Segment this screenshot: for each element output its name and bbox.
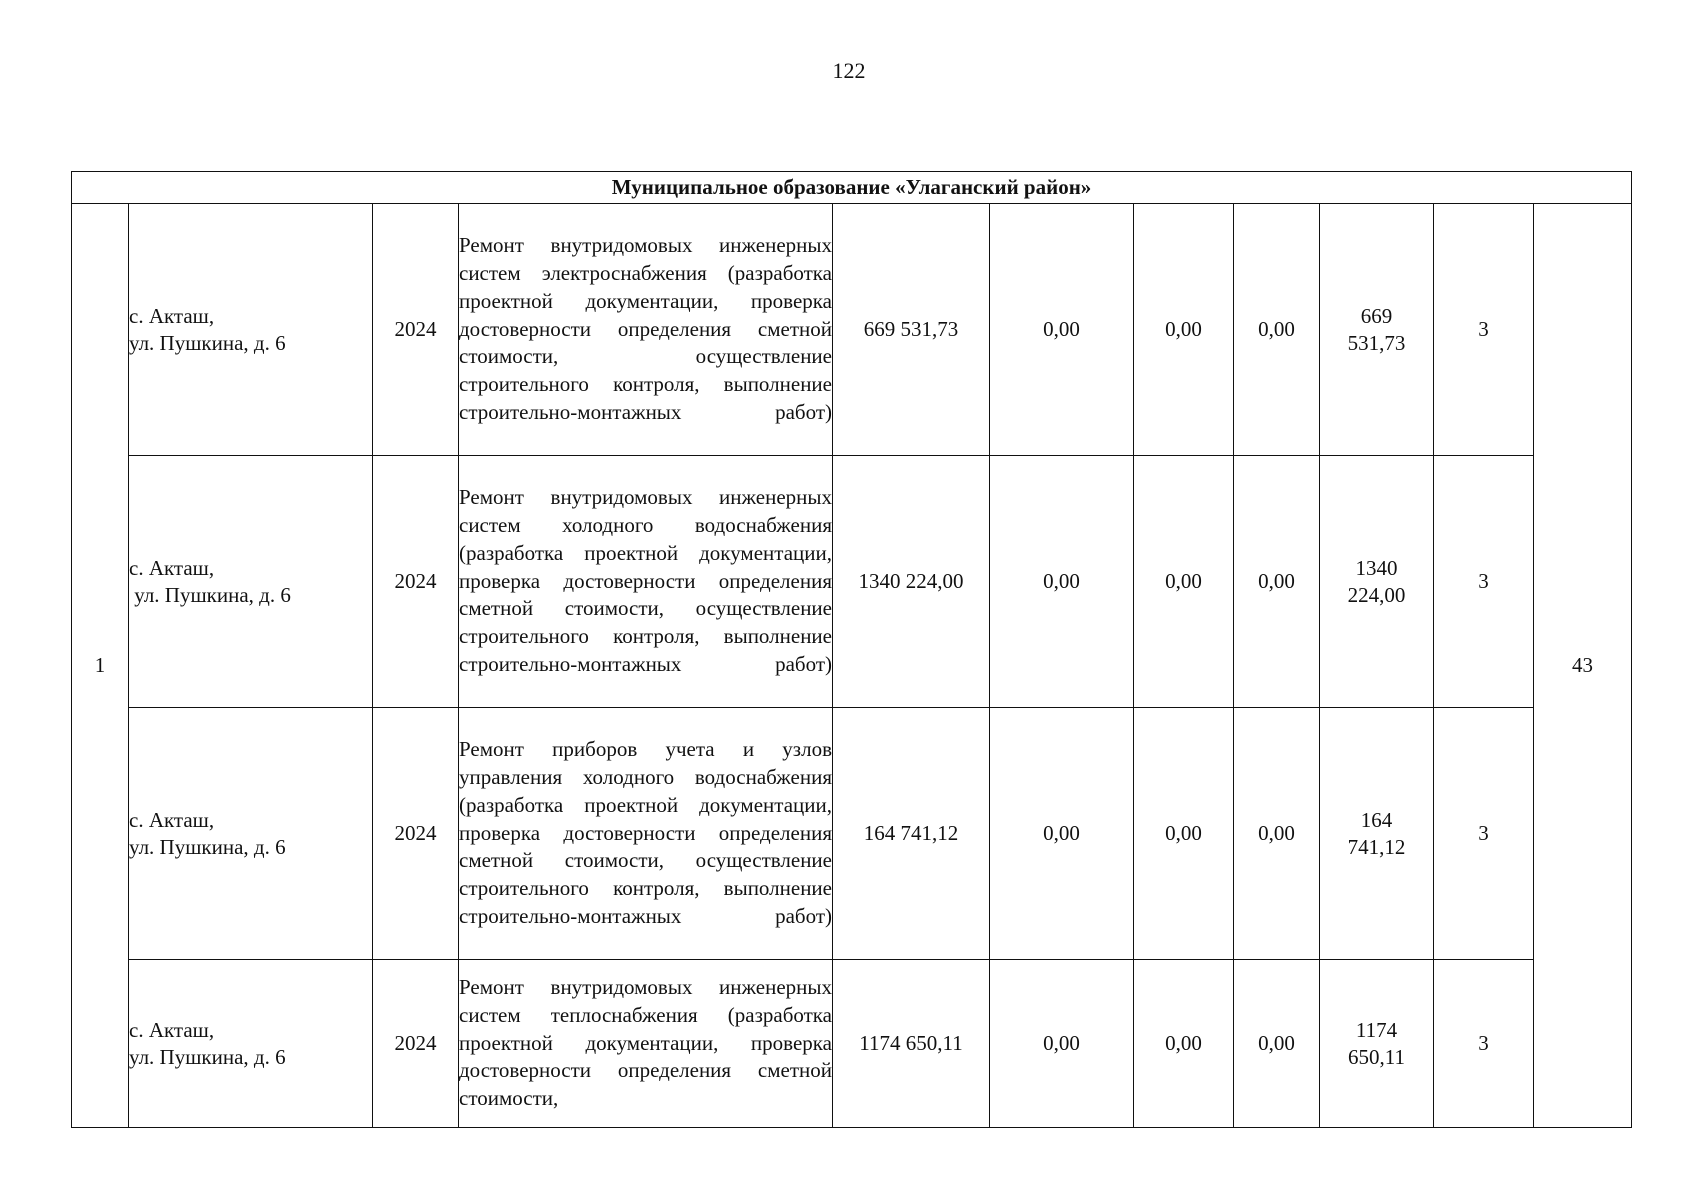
value-cell-c: 0,00 — [1234, 708, 1320, 960]
fund-cost-line2: 650,11 — [1348, 1044, 1405, 1069]
code-cell: 3 — [1434, 456, 1534, 708]
fund-cost-line1: 669 — [1360, 303, 1393, 328]
value-cell-b: 0,00 — [1134, 708, 1234, 960]
group-number-cell: 1 — [72, 204, 129, 1128]
value-cell-b: 0,00 — [1134, 204, 1234, 456]
value-cell-b: 0,00 — [1134, 456, 1234, 708]
address-line2: ул. Пушкина, д. 6 — [129, 834, 286, 859]
fund-cost-cell — [1320, 204, 1434, 456]
value-cell-c: 0,00 — [1234, 204, 1320, 456]
work-description-cell: Ремонт внутридомовых инженерных систем электроснабжения (разработка проектной документации, проверка достоверности определения сметной стоимости, осуществление строительного контроля, выполнение строительно-монтажных работ) — [459, 204, 833, 456]
year-cell: 2024 — [373, 456, 459, 708]
value-cell-a: 0,00 — [990, 204, 1134, 456]
work-description-cell: Ремонт приборов учета и узлов управления холодного водоснабжения (разработка проектной документации, проверка достоверности определения сметной стоимости, осуществление строительного контроля, выполнение строительно-монтажных работ) — [459, 708, 833, 960]
value-cell-a: 0,00 — [990, 708, 1134, 960]
value-cell-a: 0,00 — [990, 960, 1134, 1128]
section-title: Муниципальное образование «Улаганский район» — [72, 172, 1632, 204]
year-cell: 2024 — [373, 708, 459, 960]
table-row — [72, 204, 1632, 456]
address-cell — [129, 708, 373, 960]
table-row — [72, 708, 1632, 960]
code-cell: 3 — [1434, 204, 1534, 456]
year-cell: 2024 — [373, 960, 459, 1128]
value-cell-a: 0,00 — [990, 456, 1134, 708]
value-cell-c: 0,00 — [1234, 456, 1320, 708]
table-row — [72, 456, 1632, 708]
address-line1: с. Акташ, — [129, 555, 215, 580]
capital-repair-table — [71, 171, 1632, 1128]
fund-cost-line1: 1340 — [1355, 555, 1398, 580]
total-cost-cell: 164 741,12 — [833, 708, 990, 960]
address-line1: с. Акташ, — [129, 807, 215, 832]
fund-cost-line2: 224,00 — [1347, 582, 1406, 607]
group-total-cell: 43 — [1534, 204, 1632, 1128]
table-row — [72, 960, 1632, 1128]
fund-cost-cell — [1320, 456, 1434, 708]
work-description-cell: Ремонт внутридомовых инженерных систем теплоснабжения (разработка проектной документации, проверка достоверности определения сметной стоимости, — [459, 960, 833, 1128]
fund-cost-line1: 164 — [1360, 807, 1393, 832]
code-cell: 3 — [1434, 708, 1534, 960]
address-line2: ул. Пушкина, д. 6 — [129, 582, 291, 607]
code-cell: 3 — [1434, 960, 1534, 1128]
address-cell — [129, 456, 373, 708]
value-cell-c: 0,00 — [1234, 960, 1320, 1128]
value-cell-b: 0,00 — [1134, 960, 1234, 1128]
address-line1: с. Акташ, — [129, 1017, 215, 1042]
page-number: 122 — [832, 58, 866, 83]
total-cost-cell: 669 531,73 — [833, 204, 990, 456]
address-line2: ул. Пушкина, д. 6 — [129, 330, 286, 355]
fund-cost-cell — [1320, 708, 1434, 960]
address-cell — [129, 204, 373, 456]
work-description-cell: Ремонт внутридомовых инженерных систем холодного водоснабжения (разработка проектной документации, проверка достоверности определения сметной стоимости, осуществление строительного контроля, выполнение строительно-монтажных работ) — [459, 456, 833, 708]
fund-cost-cell — [1320, 960, 1434, 1128]
fund-cost-line2: 531,73 — [1347, 330, 1406, 355]
fund-cost-line1: 1174 — [1355, 1017, 1398, 1042]
fund-cost-line2: 741,12 — [1347, 834, 1406, 859]
address-line2: ул. Пушкина, д. 6 — [129, 1044, 286, 1069]
address-cell — [129, 960, 373, 1128]
total-cost-cell: 1340 224,00 — [833, 456, 990, 708]
year-cell: 2024 — [373, 204, 459, 456]
address-line1: с. Акташ, — [129, 303, 215, 328]
total-cost-cell: 1174 650,11 — [833, 960, 990, 1128]
